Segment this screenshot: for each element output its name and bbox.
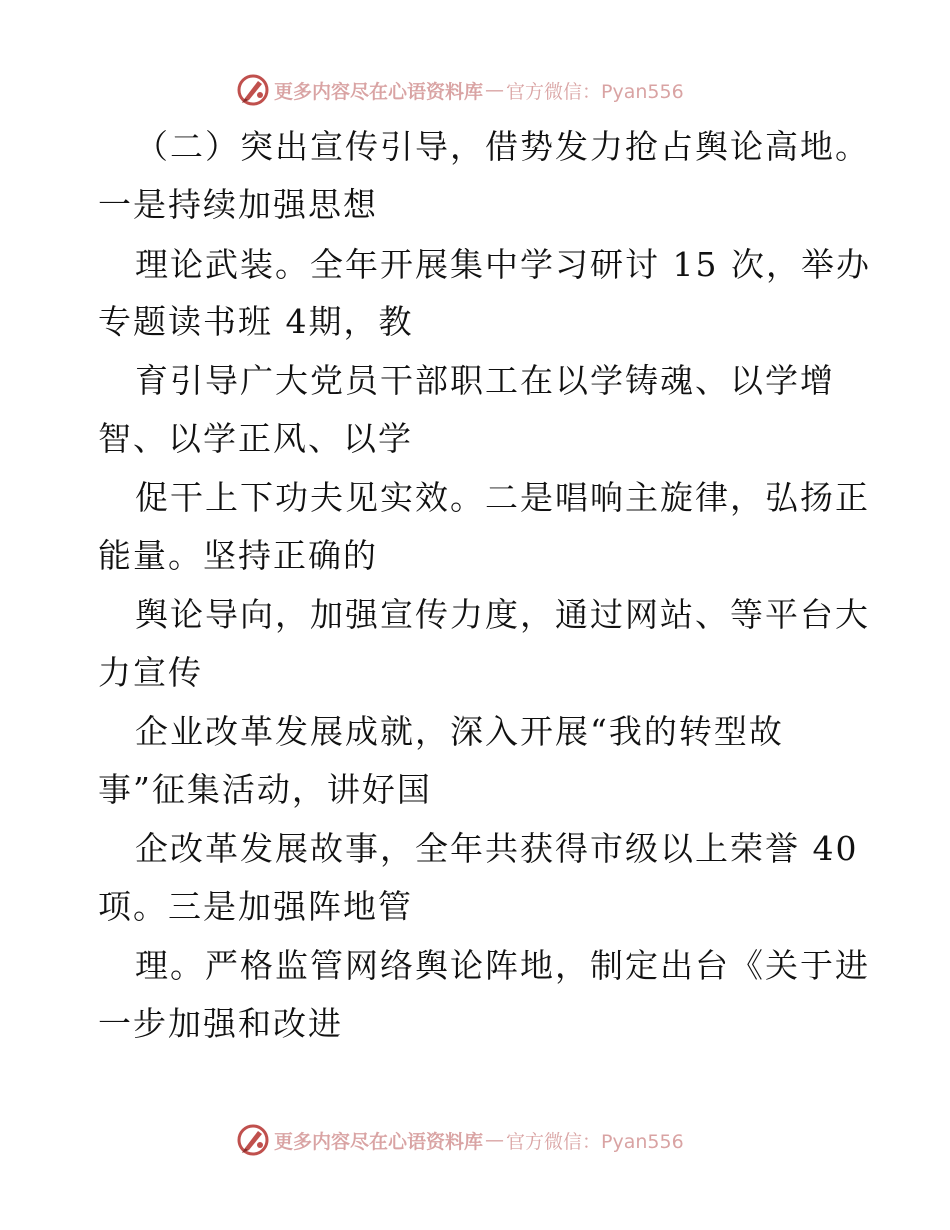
- body-line: 能量。坚持正确的: [98, 536, 378, 575]
- body-line: 育引导广大党员干部职工在以学铸魂、以学增: [135, 361, 835, 400]
- body-line: 舆论导向，加强宣传力度，通过网站、等平台大: [135, 595, 870, 634]
- body-line: 智、以学正风、以学: [98, 419, 413, 458]
- body-line: 事”征集活动，讲好国: [98, 770, 432, 809]
- body-line: 理。严格监管网络舆论阵地，制定出台《关于进: [135, 946, 870, 985]
- body-line: 促干上下功夫见实效。二是唱响主旋律，弘扬正: [135, 478, 870, 517]
- header-banner-wechat: 官方微信：Pyan556: [506, 80, 684, 103]
- body-line: 力宣传: [98, 653, 203, 692]
- quill-logo-icon: [236, 1123, 270, 1157]
- quill-logo-icon: [236, 73, 270, 107]
- header-banner-text: 更多内容尽在心语资料库: [274, 80, 484, 103]
- body-line: 企改革发展故事，全年共获得市级以上荣誉 40: [135, 829, 859, 868]
- footer-banner-wechat: 官方微信：Pyan556: [506, 1130, 684, 1153]
- body-line: 理论武装。全年开展集中学习研讨 15 次，举办: [135, 245, 871, 284]
- body-line: 专题读书班 4期，教: [98, 302, 414, 341]
- footer-banner: [236, 1122, 684, 1158]
- footer-banner-text: 更多内容尽在心语资料库: [274, 1130, 484, 1153]
- header-banner: [236, 72, 684, 108]
- body-line: 一步加强和改进: [98, 1004, 343, 1043]
- body-line: （二）突出宣传引导，借势发力抢占舆论高地。: [135, 127, 870, 166]
- body-line: 项。三是加强阵地管: [98, 887, 413, 926]
- header-banner-separator: —: [485, 79, 505, 101]
- footer-banner-separator: —: [485, 1129, 505, 1151]
- body-line: 一是持续加强思想: [98, 185, 378, 224]
- body-line: 企业改革发展成就，深入开展“我的转型故: [135, 712, 784, 751]
